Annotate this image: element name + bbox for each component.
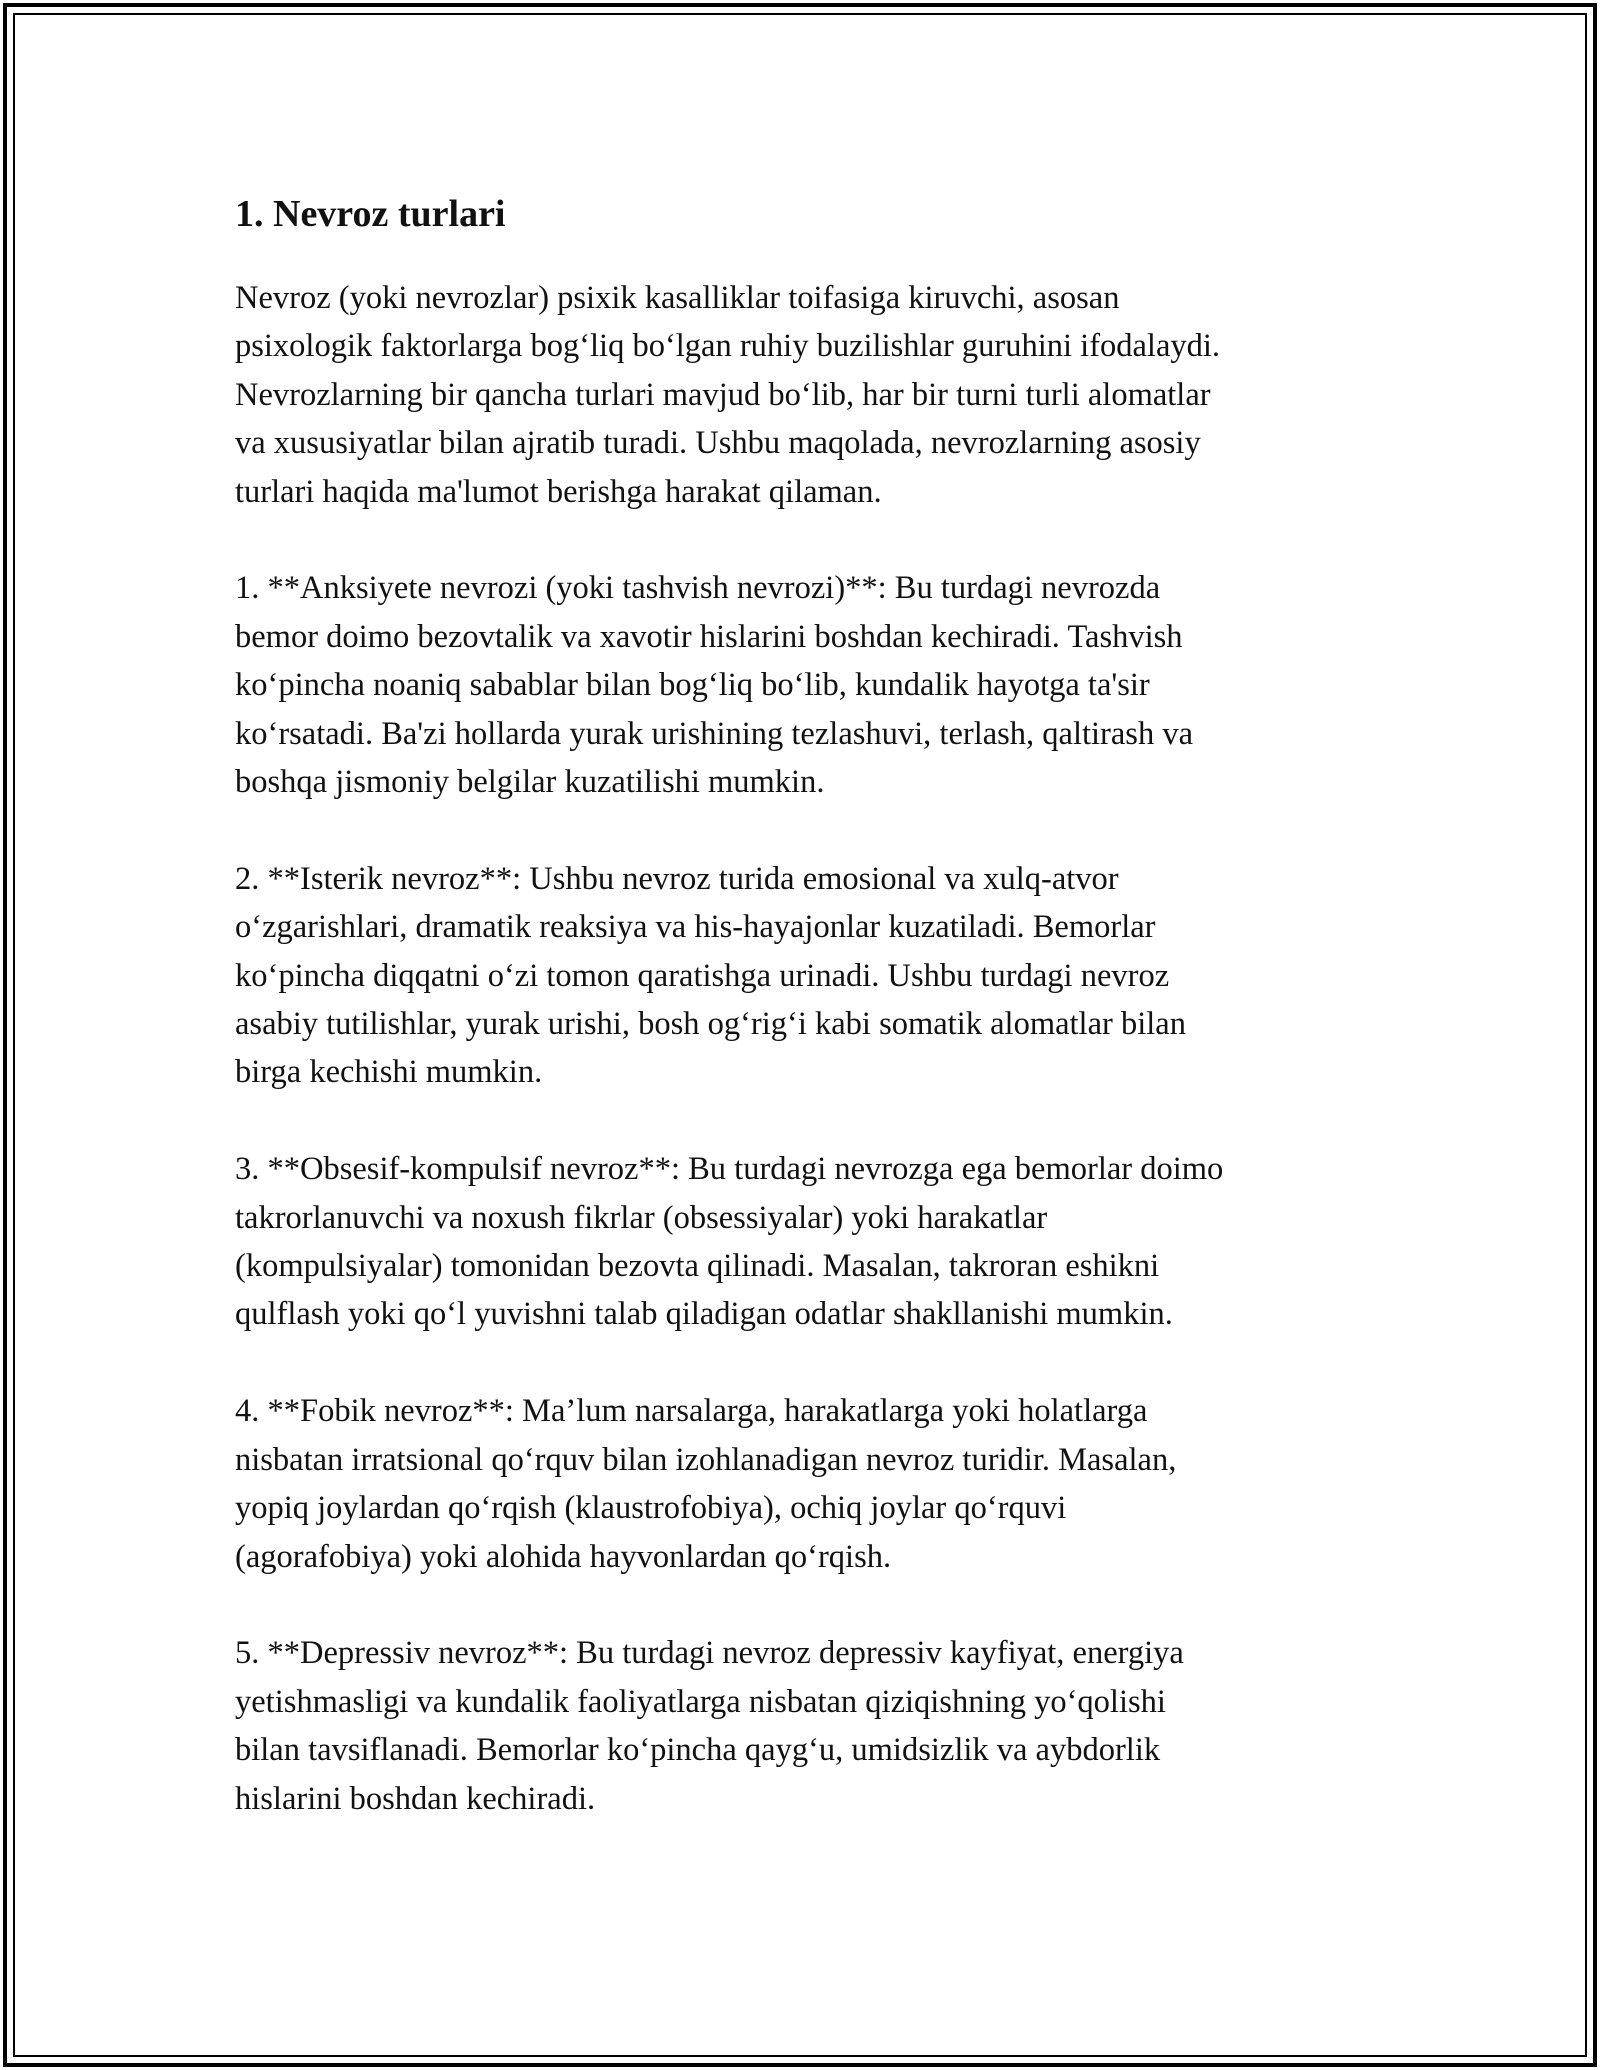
paragraph-line: yopiq joylardan qo‘rqish (klaustrofobiya), ochiq joylar qo‘rquvi [235, 1490, 1067, 1527]
paragraph-line: (agorafobiya) yoki alohida hayvonlardan qo‘rqish. [235, 1538, 892, 1575]
paragraph-line: turlari haqida ma'lumot berishga harakat qilaman. [235, 473, 882, 510]
paragraph-line: hislarini boshdan kechiradi. [235, 1780, 596, 1817]
paragraph-line: o‘zgarishlari, dramatik reaksiya va his-hayajonlar kuzatiladi. Bemorlar [235, 909, 1156, 946]
paragraph-line: 4. **Fobik nevroz**: Ma’lum narsalarga, harakatlarga yoki holatlarga [235, 1393, 1148, 1430]
paragraph-line: 3. **Obsesif-kompulsif nevroz**: Bu turdagi nevrozga ega bemorlar doimo [235, 1151, 1224, 1188]
paragraph-line: ko‘pincha diqqatni o‘zi tomon qaratishga urinadi. Ushbu turdagi nevroz [235, 957, 1170, 994]
document-body [235, 186, 1365, 1871]
hysteric-neurosis-paragraph [235, 855, 1365, 1097]
intro-paragraph [235, 274, 1365, 516]
paragraph-line: asabiy tutilishlar, yurak urishi, bosh og‘rig‘i kabi somatik alomatlar bilan [235, 1006, 1186, 1043]
paragraph-line: 2. **Isterik nevroz**: Ushbu nevroz turida emosional va xulq-atvor [235, 860, 1119, 897]
paragraph-line: nisbatan irratsional qo‘rquv bilan izohlanadigan nevroz turidir. Masalan, [235, 1441, 1177, 1478]
paragraph-line: (kompulsiyalar) tomonidan bezovta qilinadi. Masalan, takroran eshikni [235, 1248, 1160, 1285]
paragraph-line: 5. **Depressiv nevroz**: Bu turdagi nevroz depressiv kayfiyat, energiya [235, 1635, 1184, 1672]
paragraph-line: ko‘rsatadi. Ba'zi hollarda yurak urishining tezlashuvi, terlash, qaltirash va [235, 715, 1194, 752]
paragraph-line: boshqa jismoniy belgilar kuzatilishi mumkin. [235, 764, 825, 801]
obsessive-compulsive-paragraph [235, 1145, 1365, 1339]
paragraph-line: 1. **Anksiyete nevrozi (yoki tashvish nevrozi)**: Bu turdagi nevrozda [235, 570, 1161, 607]
paragraph-line: psixologik faktorlarga bog‘liq bo‘lgan ruhiy buzilishlar guruhini ifodalaydi. [235, 328, 1221, 365]
paragraph-line: va xususiyatlar bilan ajratib turadi. Ushbu maqolada, nevrozlarning asosiy [235, 425, 1201, 462]
paragraph-line: bilan tavsiflanadi. Bemorlar ko‘pincha qayg‘u, umidsizlik va aybdorlik [235, 1732, 1161, 1769]
phobic-neurosis-paragraph [235, 1387, 1365, 1581]
paragraph-line: Nevrozlarning bir qancha turlari mavjud bo‘lib, har bir turni turli alomatlar [235, 376, 1211, 413]
paragraph-line: Nevroz (yoki nevrozlar) psixik kasalliklar toifasiga kiruvchi, asosan [235, 280, 1120, 316]
paragraph-line: ko‘pincha noaniq sabablar bilan bog‘liq bo‘lib, kundalik hayotga ta'sir [235, 667, 1150, 704]
paragraph-line: bemor doimo bezovtalik va xavotir hislarini boshdan kechiradi. Tashvish [235, 618, 1183, 655]
anxiety-neurosis-paragraph [235, 564, 1365, 806]
paragraph-line: takrorlanuvchi va noxush fikrlar (obsessiyalar) yoki harakatlar [235, 1199, 1048, 1236]
document-title: 1. Nevroz turlari [235, 193, 506, 235]
depressive-neurosis-paragraph [235, 1629, 1365, 1823]
paragraph-line: birga kechishi mumkin. [235, 1054, 543, 1091]
paragraph-line: qulflash yoki qo‘l yuvishni talab qiladigan odatlar shakllanishi mumkin. [235, 1296, 1173, 1333]
paragraph-line: yetishmasligi va kundalik faoliyatlarga nisbatan qiziqishning yo‘qolishi [235, 1683, 1166, 1720]
